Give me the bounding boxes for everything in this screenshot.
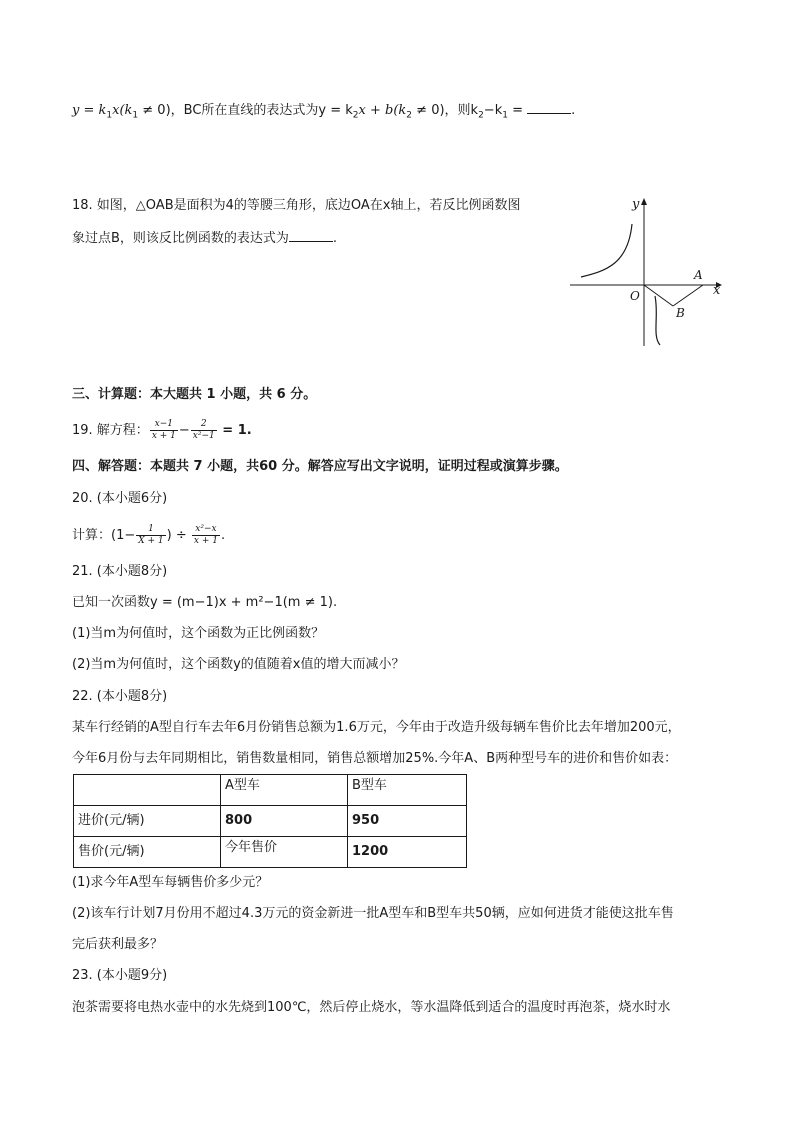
table-cell: 进价(元/辆): [74, 806, 221, 837]
answer-blank[interactable]: [527, 101, 571, 114]
table-header-row: [74, 775, 467, 806]
table-cell: 950: [348, 806, 467, 837]
section3-heading: 三、计算题：本大题共 1 小题，共 6 分。: [72, 387, 317, 402]
q19-fraction-2: $\frac{2}{\text{x²−1}}$: [192, 419, 215, 441]
q18-line2: 象过点B，则该反比例函数的表达式为 .: [72, 231, 338, 246]
table-cell: A型车: [221, 775, 348, 806]
q20-fraction-1: $\frac{1}{X + 1}$: [138, 524, 164, 546]
point-b-label: B: [676, 306, 685, 320]
q21-part2: (2)当m为何值时，这个函数y的值随着x值的增大而减小？: [72, 657, 405, 672]
q18-figure: [566, 196, 726, 348]
q21-part1: (1)当m为何值时，这个函数为正比例函数？: [72, 626, 325, 641]
q22-heading: 22. (本小题8分): [72, 689, 168, 704]
hyperbola-upper-branch: [581, 224, 632, 277]
table-cell: B型车: [348, 775, 467, 806]
segment-ba: [673, 285, 703, 306]
q23-line1: 泡茶需要将电热水壶中的水先烧到100℃，然后停止烧水，等水温降低到适合的温度时再泡茶，烧水时水: [72, 1000, 671, 1015]
q21-line1: 已知一次函数y = (m−1)x + m²−1(m ≠ 1).: [72, 595, 338, 610]
q20-fraction-2: $\frac{\text{x²−x}}{x + 1}$: [193, 524, 218, 546]
table-cell: [74, 775, 221, 806]
q17-continuation: $y = k_1x(k_1 \ne 0)$，BC所在直线的表达式为$y = k_2x + b(k_2 \ne 0)$，则$k_2-k_1$ = .: [72, 103, 576, 121]
q19: 19. 解方程： $\frac{x-1}{x + 1}$ − $\frac{2}{\text{x²−1}}$ = 1.: [72, 419, 252, 441]
q18-line1: 18. 如图，△OAB是面积为4的等腰三角形，底边OA在x轴上，若反比例函数图: [72, 198, 521, 213]
q20-heading: 20. (本小题6分): [72, 491, 168, 506]
table-cell: 售价(元/辆): [74, 837, 221, 868]
q22-line2: 今年6月份与去年同期相比，销售数量相同，销售总额增加25%.今年A、B两种型号车的进价和售价如表：: [72, 751, 678, 766]
origin-label: O: [630, 289, 640, 303]
table-cell: 800: [221, 806, 348, 837]
q22-part2-line1: (2)该车行计划7月份用不超过4.3万元的资金新进一批A型车和B型车共50辆，应如何进货才能使这批车售: [72, 906, 674, 921]
point-a-label: A: [694, 268, 703, 282]
q19-fraction-1: $\frac{x-1}{x + 1}$: [151, 419, 176, 441]
y-axis-label: y: [632, 197, 640, 212]
x-axis-label: x: [713, 283, 721, 298]
q23-heading: 23. (本小题9分): [72, 968, 168, 983]
answer-blank[interactable]: [289, 229, 333, 242]
table-row: [74, 837, 467, 868]
price-table: [73, 774, 467, 868]
hyperbola-lower-branch: [655, 296, 660, 345]
q20-expression: 计算：(1− $\frac{1}{X + 1}$ ) ÷ $\frac{\text{x²−x}}{x + 1}$ .: [72, 524, 226, 546]
section4-heading: 四、解答题：本题共 7 小题，共60 分。解答应写出文字说明，证明过程或演算步骤。: [72, 459, 568, 474]
segment-ob: [644, 285, 673, 306]
table-cell: 今年售价: [221, 837, 348, 868]
q21-heading: 21. (本小题8分): [72, 564, 168, 579]
q22-part1: (1)求今年A型车每辆售价多少元？: [72, 875, 269, 890]
y-axis-arrow: [641, 198, 647, 205]
q22-line1: 某车行经销的A型自行车去年6月份销售总额为1.6万元，今年由于改造升级每辆车售价比去年增加200元，: [72, 720, 681, 735]
table-row: [74, 806, 467, 837]
q22-part2-line2: 完后获利最多？: [72, 937, 164, 952]
table-cell: 1200: [348, 837, 467, 868]
